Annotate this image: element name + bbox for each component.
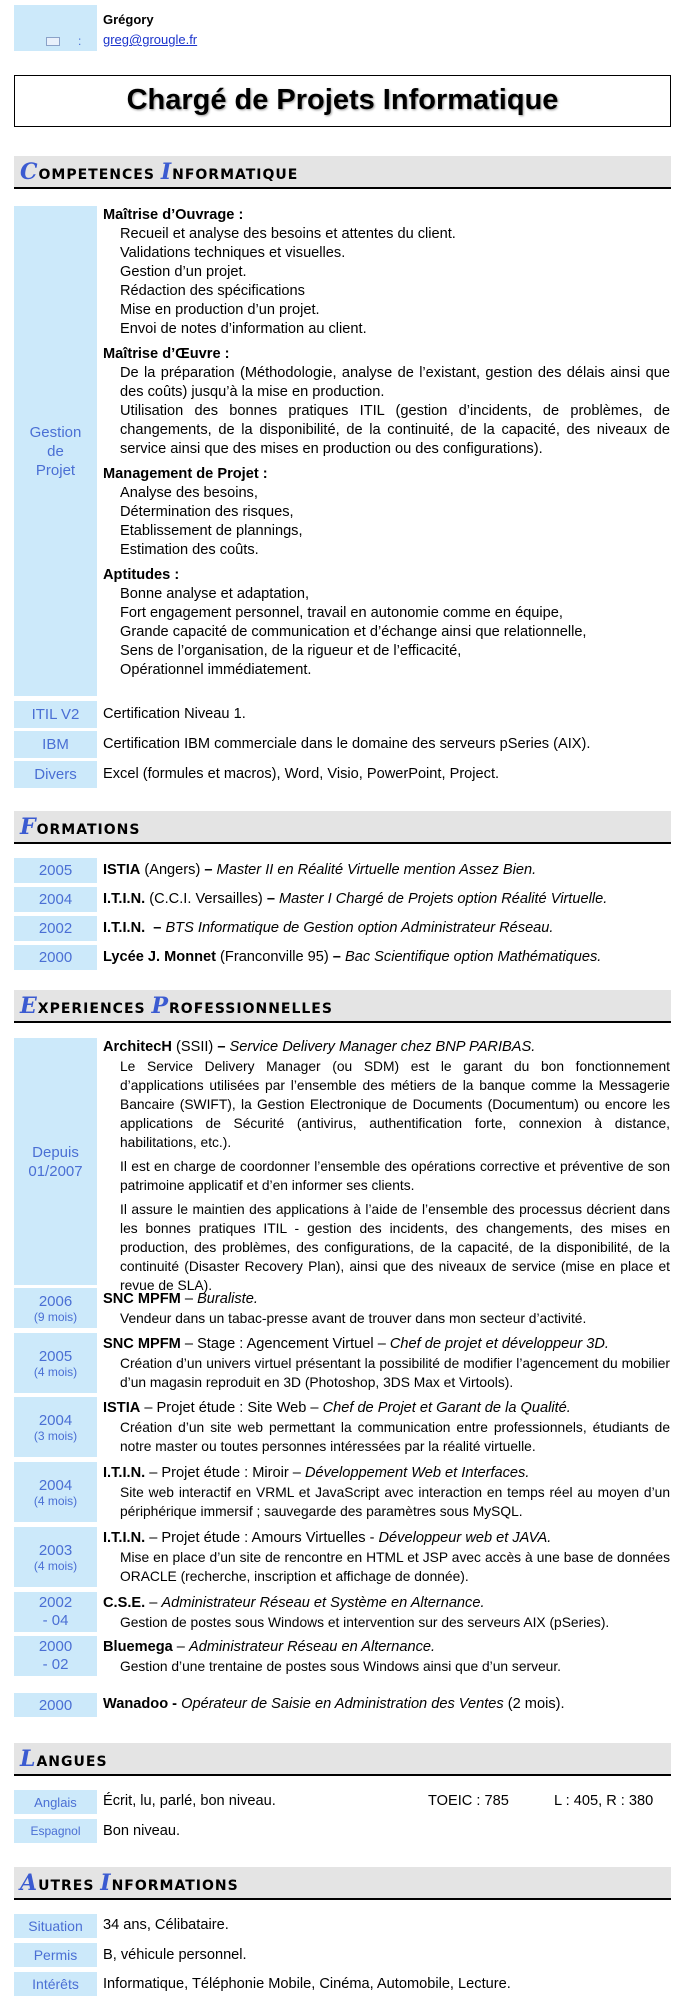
formation-row: 2000 Lycée J. Monnet (Franconville 95) – Bac Scientifique option Mathématiques. <box>14 945 674 970</box>
candidate-name: Grégory <box>103 12 154 27</box>
competence-group: Maîtrise d’Ouvrage : Recueil et analyse des besoins et attentes du client. Validations techniques et visuelles. Gestion d’un projet. Rédaction des spécifications Mise en production d’un projet. Envoi de notes d’information au client. <box>103 207 456 337</box>
formation-row: 2005 ISTIA (Angers) – Master II en Réalité Virtuelle mention Assez Bien. <box>14 858 674 883</box>
experience-row: 2000 - 02 Bluemega – Administrateur Réseau en Alternance. Gestion d’une trentaine de postes sous Windows ainsi que d’un serveur. <box>14 1636 674 1676</box>
contact-header <box>14 5 674 51</box>
experience-row: 2000 Wanadoo - Opérateur de Saisie en Administration des Ventes (2 mois). <box>14 1693 674 1717</box>
envelope-icon <box>46 37 60 46</box>
competence-row-itil: ITIL V2 Certification Niveau 1. <box>14 701 674 728</box>
section-header-experiences: EXPERIENCES PROFESSIONNELLES <box>14 990 671 1023</box>
language-row-anglais: Anglais Écrit, lu, parlé, bon niveau. TOEIC : 785 L : 405, R : 380 <box>14 1790 674 1814</box>
experience-main-row <box>14 1038 674 1293</box>
experience-row: 2006 (9 mois) SNC MPFM – Buraliste. Vendeur dans un tabac-presse avant de trouver dans mon secteur d’activité. <box>14 1288 674 1328</box>
competence-row-divers: Divers Excel (formules et macros), Word, Visio, PowerPoint, Project. <box>14 761 674 788</box>
competence-row-ibm: IBM Certification IBM commerciale dans le domaine des serveurs pSeries (AIX). <box>14 731 674 758</box>
experience-row: 2005 (4 mois) SNC MPFM – Stage : Agencement Virtuel – Chef de projet et développeur 3D. Création d’un univers virtuel présentant la possibilité de modifier l’agencement du mobilier d’un magasin reproduit en 3D (Photoshop, 3DS Max et Virtools). <box>14 1333 674 1393</box>
info-row-interets: Intérêts Informatique, Téléphonie Mobile, Cinéma, Automobile, Lecture. <box>14 1972 674 1996</box>
section-header-langues: LANGUES <box>14 1743 671 1776</box>
formation-row: 2004 I.T.I.N. (C.C.I. Versailles) – Master I Chargé de Projets option Réalité Virtuelle. <box>14 887 674 912</box>
email-link[interactable]: greg@grougle.fr <box>103 32 198 47</box>
formation-row: 2002 I.T.I.N. – BTS Informatique de Gestion option Administrateur Réseau. <box>14 916 674 941</box>
section-header-competences: COMPETENCES INFORMATIQUE <box>14 156 671 189</box>
experience-main-text: ArchitecH (SSII) – Service Delivery Manager chez BNP PARIBAS. Le Service Delivery Manager (ou SDM) est le garant du bon fonctionnement d’applications utilisées par l’ensemble des métiers de la banque comme la Messagerie Bancaire (SWIFT), la Gestion Electronique de Documents (Documentum) ou encore les applications de Sécurité (antivirus, authentification forte, connexion à distance, habilitations, etc.). Il est en charge de coordonner l’ensemble des opérations corrective et préventive de son patrimoine applicatif et d’en informer ses clients. Il assure le maintien des applications à l’aide de l’ensemble des processus décrient dans les bonnes pratiques ITIL - gestion des incidents, des changements, des mises en production, des problèmes, des configurations, de la capacité, de la disponibilité, de la continuité (Disaster Recovery Plan), ainsi que des niveaux de service (mise en place et revue de SLA). <box>103 1039 670 1293</box>
competence-gestion-row <box>14 206 674 696</box>
info-row-permis: Permis B, véhicule personnel. <box>14 1943 674 1967</box>
experience-row: 2002 - 04 C.S.E. – Administrateur Réseau et Système en Alternance. Gestion de postes sous Windows et intervention sur des serveurs AIX (pSeries). <box>14 1592 674 1632</box>
language-row-espagnol: Espagnol Bon niveau. <box>14 1819 674 1843</box>
competence-group: Aptitudes : Bonne analyse et adaptation, Fort engagement personnel, travail en autonomie comme en équipe, Grande capacité de communication et d’échange ainsi que relationnelle, Sens de l’organisation, de la rigueur et de l’efficacité, Opérationnel immédiatement. <box>103 567 587 678</box>
section-header-formations: FORMATIONS <box>14 811 671 844</box>
experience-row: 2003 (4 mois) I.T.I.N. – Projet étude : Amours Virtuelles - Développeur web et JAVA. Mise en place d’un site de rencontre en HTML et JSP avec accès à une base de données ORACLE (recherche, inscription et affichage de donnée). <box>14 1527 674 1587</box>
competence-gestion-text <box>103 206 670 680</box>
experience-main-date: Depuis 01/2007 <box>14 1038 97 1285</box>
experience-row: 2004 (3 mois) ISTIA – Projet étude : Site Web – Chef de Projet et Garant de la Qualité. Création d’un site web permettant la communication entre professionnels, étudiants de notre master ou toutes personnes intéressées par la réalité virtuelle. <box>14 1397 674 1457</box>
contact-separator: : <box>78 34 82 48</box>
competence-group: Maîtrise d’Œuvre : De la préparation (Méthodologie, analyse de l’existant, gestion des délais ainsi que des coûts) jusqu’à la mise en production. Utilisation des bonnes pratiques ITIL (gestion d’incidents, de problèmes, de changements, de la disponibilité, de la continuité, de la capacité, des niveaux de service ainsi que des mises en production ou des configurations). <box>103 346 670 457</box>
experience-row: 2004 (4 mois) I.T.I.N. – Projet étude : Miroir – Développement Web et Interfaces. Site web interactif en VRML et JavaScript avec interaction en temps réel au moyen d’un périphérique immersif ; sauvegarde des paramètres sous MySQL. <box>14 1462 674 1522</box>
competence-group: Management de Projet : Analyse des besoins, Détermination des risques, Etablissement de plannings, Estimation des coûts. <box>103 466 303 558</box>
competence-label-gestion: Gestion de Projet <box>14 206 97 696</box>
info-row-situation: Situation 34 ans, Célibataire. <box>14 1914 674 1938</box>
page-title: Chargé de Projets Informatique <box>14 75 671 127</box>
section-header-autres: AUTRES INFORMATIONS <box>14 1867 671 1900</box>
